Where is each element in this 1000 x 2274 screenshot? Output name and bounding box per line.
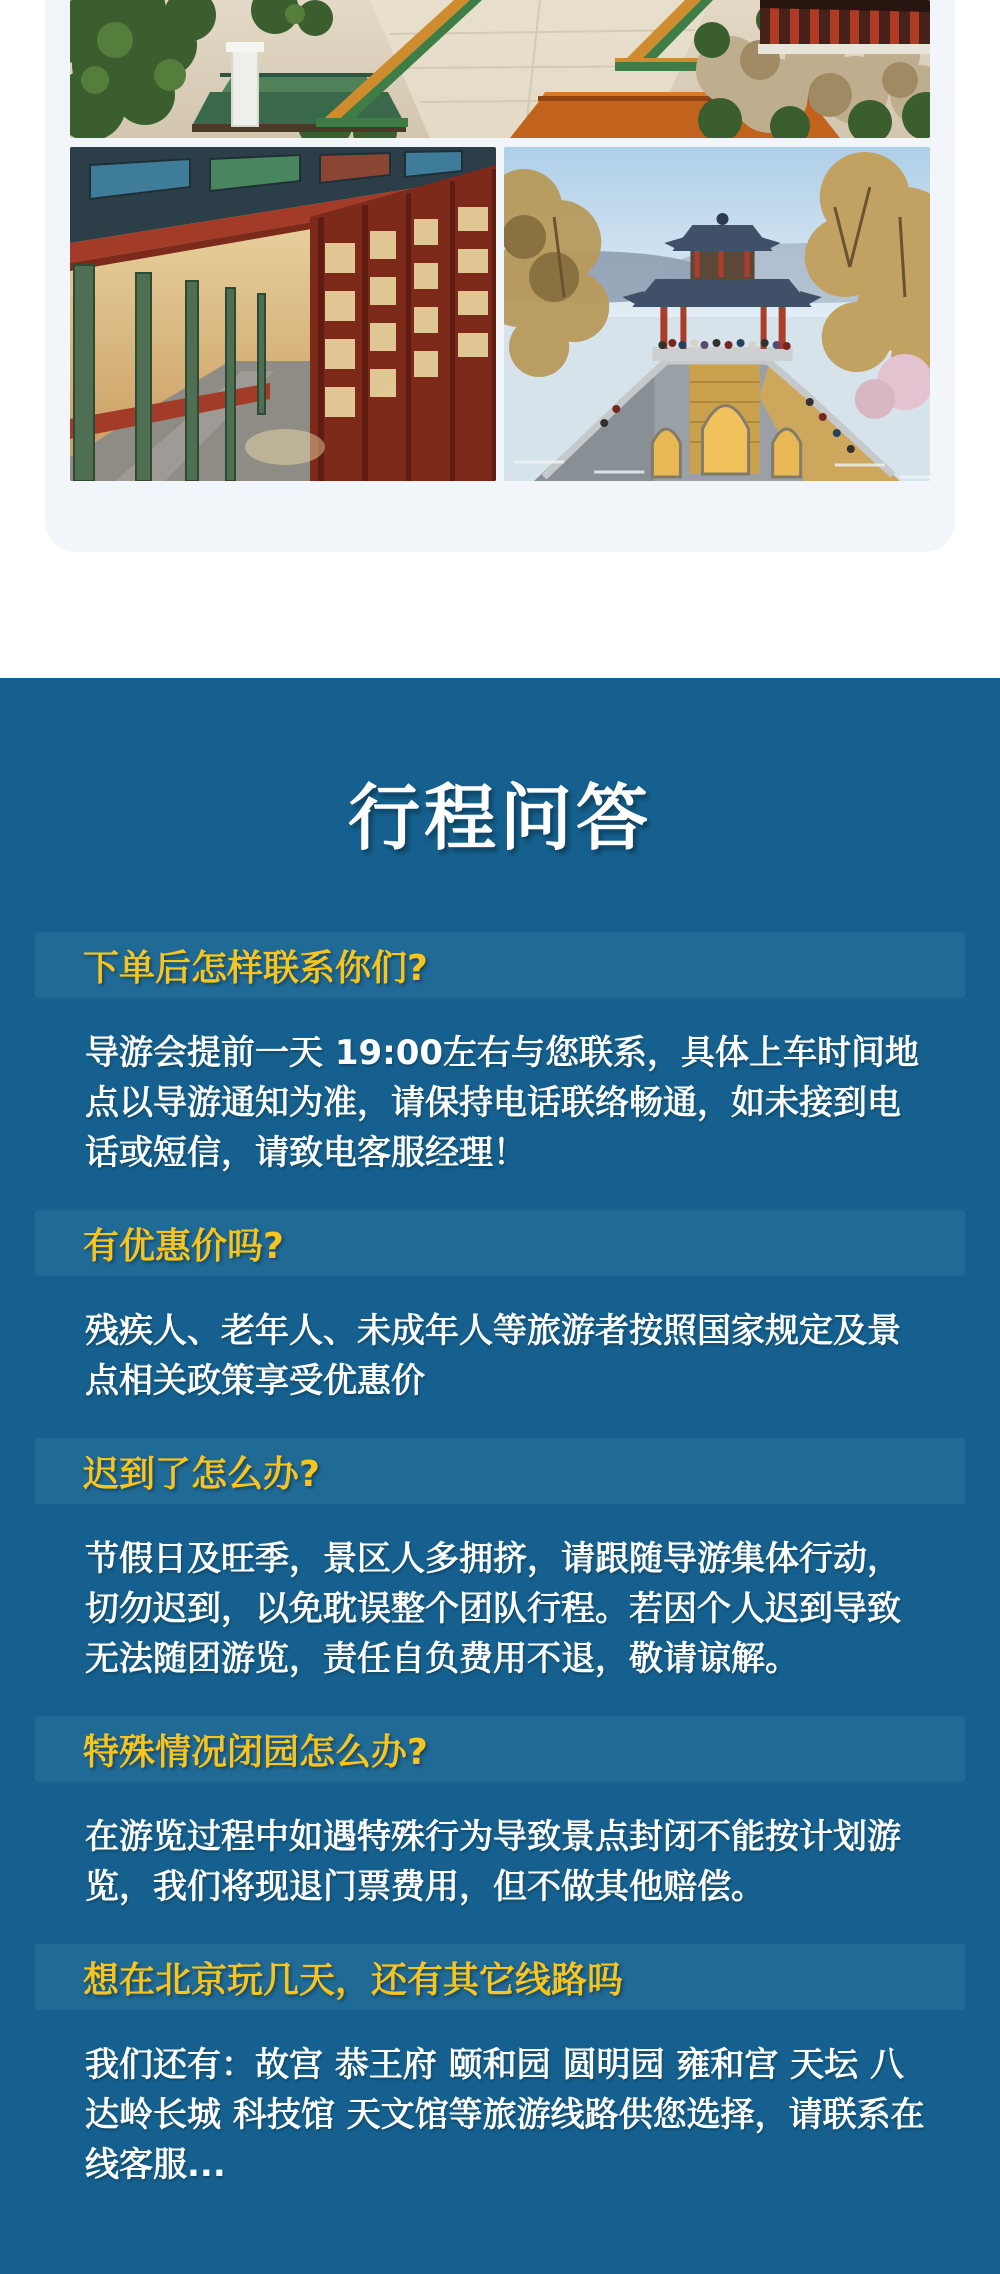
qa-question-text: 下单后怎样联系你们? <box>83 947 428 989</box>
summer-palace-aerial-photo[interactable] <box>70 0 930 138</box>
qa-question-text: 想在北京玩几天，还有其它线路吗 <box>83 1959 624 2001</box>
pavilion-bridge-photo[interactable] <box>504 147 930 481</box>
qa-question-text: 迟到了怎么办? <box>83 1453 320 1495</box>
qa-question-bar <box>35 932 965 998</box>
summer-palace-aerial-illustration <box>70 0 930 138</box>
qa-answer-text: 节假日及旺季，景区人多拥挤，请跟随导游集体行动，切勿迟到，以免耽误整个团队行程。若因个人迟到导致无法随团游览，责任自负费用不退，敬请谅解。 <box>85 1539 901 1679</box>
qa-item <box>0 1438 1000 1684</box>
gallery-card <box>45 0 955 552</box>
qa-section <box>0 678 1000 2274</box>
pavilion-bridge-illustration <box>504 147 930 481</box>
qa-item <box>0 1944 1000 2190</box>
photo-row <box>70 147 930 481</box>
qa-question-text: 特殊情况闭园怎么办? <box>83 1731 428 1773</box>
qa-question-bar <box>35 1438 965 1504</box>
qa-question-text: 有优惠价吗? <box>83 1225 284 1267</box>
white-gap <box>0 552 1000 678</box>
qa-section-title: 行程问答 <box>347 776 652 860</box>
long-corridor-illustration <box>70 147 496 481</box>
qa-answer-text: 我们还有：故宫 恭王府 颐和园 圆明园 雍和宫 天坛 八达岭长城 科技馆 天文馆等旅游线路供您选择，请联系在线客服... <box>85 2045 925 2185</box>
long-corridor-photo[interactable] <box>70 147 496 481</box>
qa-answer-text: 导游会提前一天 19:00左右与您联系，具体上车时间地点以导游通知为准，请保持电话联络畅通，如未接到电话或短信，请致电客服经理！ <box>85 1033 920 1173</box>
qa-question-bar <box>35 1210 965 1276</box>
qa-question-bar <box>35 1944 965 2010</box>
qa-item <box>0 1210 1000 1406</box>
qa-item <box>0 1716 1000 1912</box>
qa-item <box>0 932 1000 1178</box>
qa-question-bar <box>35 1716 965 1782</box>
qa-answer-text: 残疾人、老年人、未成年人等旅游者按照国家规定及景点相关政策享受优惠价 <box>85 1311 901 1401</box>
qa-answer-text: 在游览过程中如遇特殊行为导致景点封闭不能按计划游览，我们将现退门票费用，但不做其他赔偿。 <box>85 1817 901 1907</box>
